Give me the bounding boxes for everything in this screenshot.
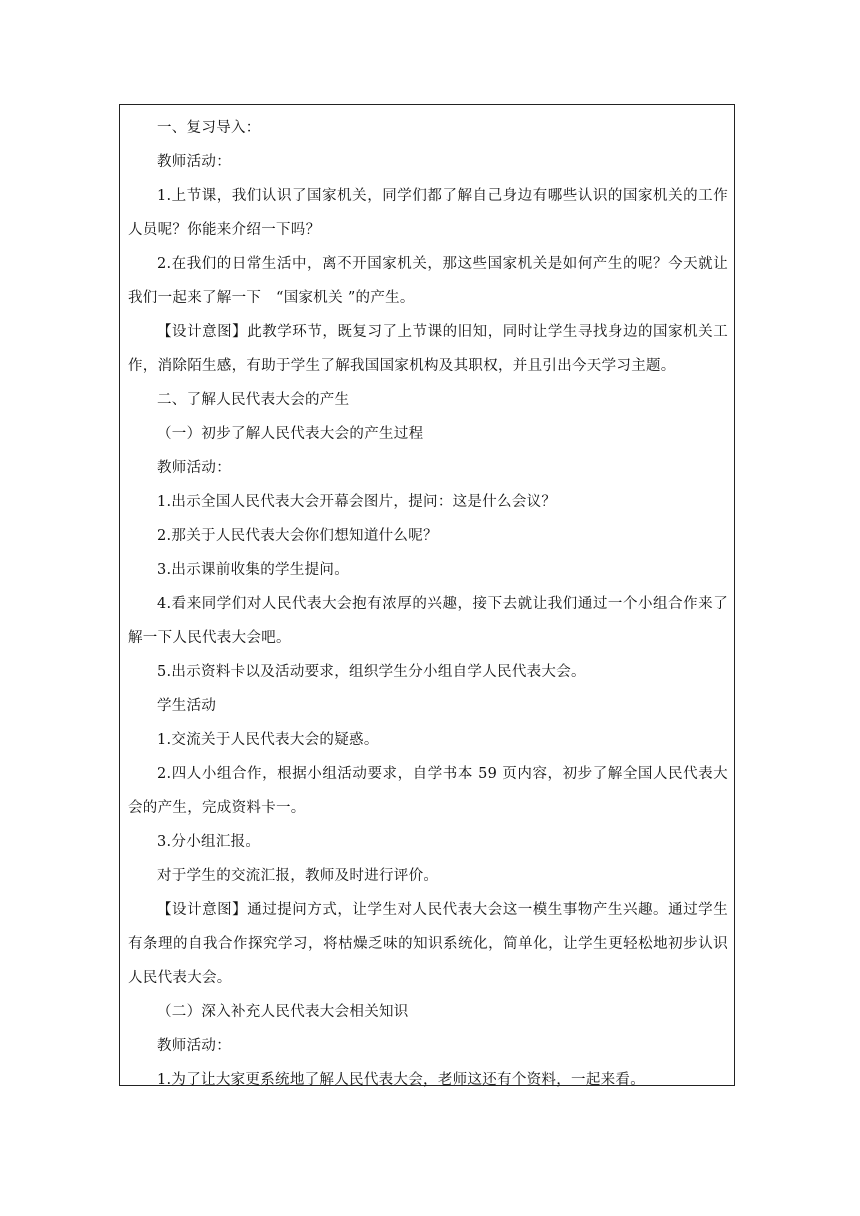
table-cell-frame: [119, 104, 735, 1086]
design-intent-paragraph: 【设计意图】此教学环节，既复习了上节课的旧知，同时让学生寻找身边的国家机关工作，消除陌生感，有助于学生了解我国国家机构及其职权，并且引出今天学习主题。: [128, 324, 728, 374]
design-intent-paragraph: 【设计意图】通过提问方式，让学生对人民代表大会这一模生事物产生兴趣。通过学生有条理的自我合作探究学习，将枯燥乏味的知识系统化，简单化，让学生更轻松地初步认识人民代表大会。: [128, 902, 728, 986]
subheading-teacher-activity: 教师活动：: [157, 460, 231, 476]
section-heading-npc: 二、了解人民代表大会的产生: [157, 392, 350, 408]
paragraph: 5.出示资料卡以及活动要求，组织学生分小组自学人民代表大会。: [157, 664, 586, 680]
section-heading-review: 一、复习导入：: [157, 120, 261, 136]
subsection-heading: （一）初步了解人民代表大会的产生过程: [157, 426, 424, 442]
subsection-heading: （二）深入补充人民代表大会相关知识: [157, 1004, 409, 1020]
lesson-content: [120, 105, 734, 1097]
paragraph: 3.出示课前收集的学生提问。: [157, 562, 350, 578]
paragraph: 2.那关于人民代表大会你们想知道什么呢？: [157, 528, 438, 544]
subheading-teacher-activity: 教师活动：: [157, 154, 231, 170]
paragraph: 1.交流关于人民代表大会的疑惑。: [157, 732, 379, 748]
paragraph: 1.上节课，我们认识了国家机关，同学们都了解自己身边有哪些认识的国家机关的工作人员呢？你能来介绍一下吗？: [128, 188, 728, 238]
paragraph: 对于学生的交流汇报，教师及时进行评价。: [157, 868, 439, 884]
subheading-student-activity: 学生活动: [157, 698, 217, 714]
paragraph: 1.出示全国人民代表大会开幕会图片，提问：这是什么会议？: [157, 494, 557, 510]
subheading-teacher-activity: 教师活动：: [157, 1038, 231, 1054]
paragraph: 3.分小组汇报。: [157, 834, 261, 850]
paragraph: 2.四人小组合作，根据小组活动要求，自学书本 59 页内容，初步了解全国人民代表大会的产生，完成资料卡一。: [128, 766, 728, 816]
paragraph: 2.在我们的日常生活中，离不开国家机关，那这些国家机关是如何产生的呢？今天就让我们一起来了解一下 “国家机关 ”的产生。: [128, 256, 728, 306]
paragraph: 4.看来同学们对人民代表大会抱有浓厚的兴趣，接下去就让我们通过一个小组合作来了解一下人民代表大会吧。: [128, 596, 728, 646]
paragraph: 1.为了让大家更系统地了解人民代表大会，老师这还有个资料，一起来看。: [157, 1072, 646, 1088]
